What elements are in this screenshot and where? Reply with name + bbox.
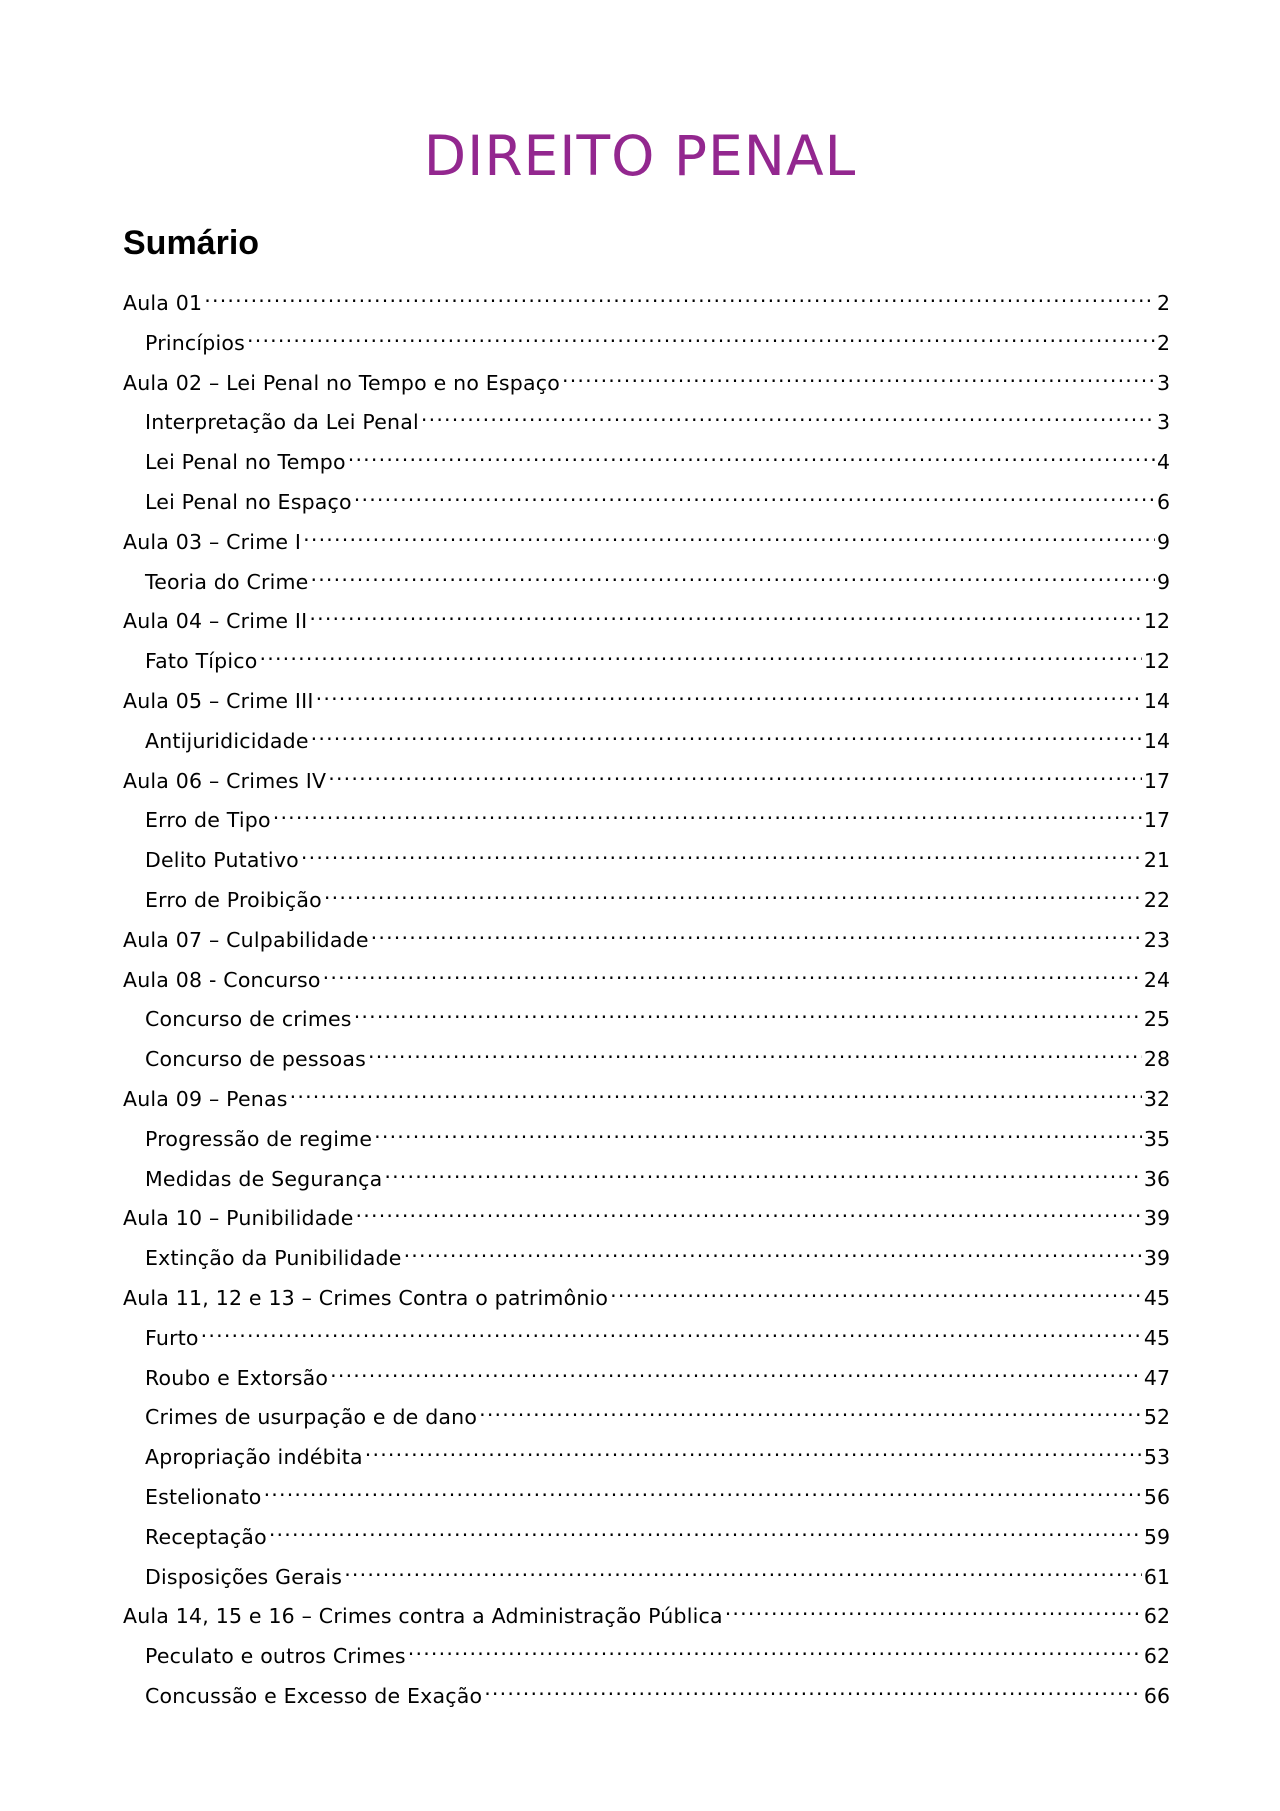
toc-entry-label: Furto bbox=[145, 1325, 199, 1350]
toc-entry-page-number: 45 bbox=[1143, 1325, 1170, 1350]
toc-dot-leader bbox=[479, 1394, 1142, 1424]
toc-dot-leader bbox=[290, 1076, 1142, 1106]
toc-entry[interactable] bbox=[123, 479, 1170, 519]
toc-entry-page-number: 62 bbox=[1143, 1604, 1170, 1629]
toc-entry[interactable] bbox=[123, 280, 1170, 320]
toc-entry-label: Concurso de crimes bbox=[145, 1007, 352, 1032]
toc-entry-label: Disposições Gerais bbox=[145, 1564, 343, 1589]
toc-entry-label: Estelionato bbox=[145, 1484, 262, 1509]
toc-entry[interactable] bbox=[123, 1394, 1170, 1434]
toc-dot-leader bbox=[201, 1315, 1142, 1345]
toc-entry-page-number: 62 bbox=[1143, 1644, 1170, 1669]
toc-entry-page-number: 39 bbox=[1143, 1206, 1170, 1231]
toc-entry[interactable] bbox=[123, 957, 1170, 997]
toc-entry[interactable] bbox=[123, 1195, 1170, 1235]
toc-dot-leader bbox=[264, 1474, 1142, 1504]
toc-dot-leader bbox=[309, 598, 1142, 628]
toc-entry[interactable] bbox=[123, 1275, 1170, 1315]
toc-entry-page-number: 21 bbox=[1143, 848, 1170, 873]
toc-dot-leader bbox=[484, 1673, 1142, 1703]
toc-entry-label: Receptação bbox=[145, 1524, 267, 1549]
toc-entry[interactable] bbox=[123, 1036, 1170, 1076]
toc-dot-leader bbox=[316, 678, 1142, 708]
toc-entry[interactable] bbox=[123, 1116, 1170, 1156]
toc-heading: Sumário bbox=[123, 224, 260, 262]
toc-entry[interactable] bbox=[123, 320, 1170, 360]
toc-dot-leader bbox=[374, 1116, 1142, 1146]
toc-entry-page-number: 9 bbox=[1156, 529, 1170, 554]
toc-entry-label: Aula 05 – Crime III bbox=[123, 688, 314, 713]
toc-entry-label: Lei Penal no Tempo bbox=[145, 450, 346, 475]
toc-dot-leader bbox=[328, 758, 1142, 788]
toc-entry[interactable] bbox=[123, 638, 1170, 678]
toc-entry-page-number: 53 bbox=[1143, 1445, 1170, 1470]
toc-entry[interactable] bbox=[123, 877, 1170, 917]
toc-entry-label: Medidas de Segurança bbox=[145, 1166, 383, 1191]
toc-entry-page-number: 36 bbox=[1143, 1166, 1170, 1191]
toc-entry-label: Concurso de pessoas bbox=[145, 1047, 366, 1072]
toc-entry-page-number: 14 bbox=[1143, 688, 1170, 713]
toc-entry-label: Lei Penal no Espaço bbox=[145, 489, 352, 514]
toc-entry-page-number: 39 bbox=[1143, 1246, 1170, 1271]
toc-entry-label: Aula 10 – Punibilidade bbox=[123, 1206, 354, 1231]
toc-entry-page-number: 12 bbox=[1143, 649, 1170, 674]
toc-entry[interactable] bbox=[123, 1076, 1170, 1116]
toc-entry[interactable] bbox=[123, 1315, 1170, 1355]
toc-entry[interactable] bbox=[123, 1235, 1170, 1275]
toc-dot-leader bbox=[330, 1355, 1142, 1385]
toc-dot-leader bbox=[365, 1434, 1142, 1464]
toc-dot-leader bbox=[344, 1554, 1142, 1584]
toc-entry[interactable] bbox=[123, 1593, 1170, 1633]
toc-dot-leader bbox=[368, 1036, 1142, 1066]
toc-dot-leader bbox=[384, 1156, 1142, 1186]
toc-entry-label: Peculato e outros Crimes bbox=[145, 1644, 406, 1669]
toc-entry-label: Aula 06 – Crimes IV bbox=[123, 768, 327, 793]
toc-entry[interactable] bbox=[123, 439, 1170, 479]
toc-entry[interactable] bbox=[123, 1474, 1170, 1514]
toc-dot-leader bbox=[311, 718, 1142, 748]
toc-entry[interactable] bbox=[123, 519, 1170, 559]
toc-entry-label: Aula 08 - Concurso bbox=[123, 967, 321, 992]
toc-entry[interactable] bbox=[123, 1156, 1170, 1196]
toc-entry-page-number: 61 bbox=[1143, 1564, 1170, 1589]
toc-entry-page-number: 3 bbox=[1156, 410, 1170, 435]
toc-entry-label: Aula 09 – Penas bbox=[123, 1086, 288, 1111]
toc-entry-label: Aula 14, 15 e 16 – Crimes contra a Administração Pública bbox=[123, 1604, 723, 1629]
document-title: DIREITO PENAL bbox=[423, 124, 857, 188]
toc-dot-leader bbox=[354, 996, 1142, 1026]
toc-dot-leader bbox=[610, 1275, 1142, 1305]
toc-entry-page-number: 59 bbox=[1143, 1524, 1170, 1549]
toc-dot-leader bbox=[303, 519, 1155, 549]
toc-entry-label: Fato Típico bbox=[145, 649, 258, 674]
toc-entry-page-number: 35 bbox=[1143, 1126, 1170, 1151]
toc-dot-leader bbox=[323, 957, 1142, 987]
toc-entry-page-number: 47 bbox=[1143, 1365, 1170, 1390]
toc-entry-page-number: 2 bbox=[1156, 291, 1170, 315]
toc-entry-page-number: 52 bbox=[1143, 1405, 1170, 1430]
toc-entry-page-number: 66 bbox=[1143, 1683, 1170, 1708]
toc-entry-label: Teoria do Crime bbox=[145, 569, 309, 594]
toc-entry-label: Interpretação da Lei Penal bbox=[145, 410, 419, 435]
toc-entry[interactable] bbox=[123, 1355, 1170, 1395]
toc-entry-page-number: 25 bbox=[1143, 1007, 1170, 1032]
toc-dot-leader bbox=[725, 1593, 1142, 1623]
toc-entry[interactable] bbox=[123, 917, 1170, 957]
toc-entry-label: Aula 02 – Lei Penal no Tempo e no Espaço bbox=[123, 370, 560, 395]
toc-dot-leader bbox=[204, 280, 1155, 310]
toc-entry-page-number: 3 bbox=[1156, 370, 1170, 395]
toc-dot-leader bbox=[371, 917, 1142, 947]
toc-entry-page-number: 17 bbox=[1143, 808, 1170, 833]
toc-entry-page-number: 14 bbox=[1143, 728, 1170, 753]
toc-entry[interactable] bbox=[123, 1554, 1170, 1594]
toc-entry[interactable] bbox=[123, 1633, 1170, 1673]
toc-dot-leader bbox=[348, 439, 1155, 469]
toc-entry-page-number: 17 bbox=[1143, 768, 1170, 793]
toc-entry-label: Roubo e Extorsão bbox=[145, 1365, 329, 1390]
table-of-contents bbox=[123, 280, 1170, 1713]
toc-entry-label: Antijuridicidade bbox=[145, 728, 309, 753]
toc-dot-leader bbox=[408, 1633, 1142, 1663]
toc-entry-label: Aula 01 bbox=[123, 291, 203, 315]
toc-entry-page-number: 6 bbox=[1156, 489, 1170, 514]
toc-entry-page-number: 32 bbox=[1143, 1086, 1170, 1111]
toc-dot-leader bbox=[404, 1235, 1142, 1265]
toc-entry[interactable] bbox=[123, 1434, 1170, 1474]
toc-entry[interactable] bbox=[123, 758, 1170, 798]
toc-entry[interactable] bbox=[123, 559, 1170, 599]
toc-dot-leader bbox=[421, 399, 1155, 429]
toc-entry-page-number: 45 bbox=[1143, 1285, 1170, 1310]
toc-entry[interactable] bbox=[123, 718, 1170, 758]
toc-entry-label: Concussão e Excesso de Exação bbox=[145, 1683, 483, 1708]
toc-entry[interactable] bbox=[123, 678, 1170, 718]
toc-entry-label: Crimes de usurpação e de dano bbox=[145, 1405, 478, 1430]
toc-dot-leader bbox=[356, 1195, 1142, 1225]
toc-dot-leader bbox=[311, 559, 1155, 589]
toc-dot-leader bbox=[273, 797, 1142, 827]
toc-entry-page-number: 24 bbox=[1143, 967, 1170, 992]
toc-entry-page-number: 2 bbox=[1156, 330, 1170, 355]
toc-entry[interactable] bbox=[123, 837, 1170, 877]
toc-dot-leader bbox=[269, 1514, 1142, 1544]
toc-dot-leader bbox=[301, 837, 1142, 867]
toc-entry-label: Princípios bbox=[145, 330, 246, 355]
toc-entry[interactable] bbox=[123, 399, 1170, 439]
toc-entry-page-number: 12 bbox=[1143, 609, 1170, 634]
toc-dot-leader bbox=[324, 877, 1142, 907]
toc-entry-label: Progressão de regime bbox=[145, 1126, 373, 1151]
toc-entry[interactable] bbox=[123, 1514, 1170, 1554]
toc-entry[interactable] bbox=[123, 1673, 1170, 1713]
toc-entry-label: Aula 03 – Crime I bbox=[123, 529, 302, 554]
toc-entry-page-number: 23 bbox=[1143, 927, 1170, 952]
toc-entry-page-number: 9 bbox=[1156, 569, 1170, 594]
toc-entry[interactable] bbox=[123, 797, 1170, 837]
toc-entry-label: Erro de Tipo bbox=[145, 808, 271, 833]
toc-entry-label: Extinção da Punibilidade bbox=[145, 1246, 402, 1271]
toc-entry-label: Erro de Proibição bbox=[145, 887, 322, 912]
toc-entry-page-number: 28 bbox=[1143, 1047, 1170, 1072]
toc-dot-leader bbox=[354, 479, 1155, 509]
toc-entry-label: Delito Putativo bbox=[145, 848, 299, 873]
toc-entry[interactable] bbox=[123, 996, 1170, 1036]
toc-dot-leader bbox=[562, 360, 1155, 390]
toc-dot-leader bbox=[260, 638, 1142, 668]
toc-dot-leader bbox=[247, 320, 1155, 350]
toc-entry-page-number: 22 bbox=[1143, 887, 1170, 912]
toc-entry-label: Aula 11, 12 e 13 – Crimes Contra o patrimônio bbox=[123, 1285, 609, 1310]
toc-entry-label: Apropriação indébita bbox=[145, 1445, 363, 1470]
toc-entry-page-number: 4 bbox=[1156, 450, 1170, 475]
toc-entry[interactable] bbox=[123, 360, 1170, 400]
toc-entry-label: Aula 04 – Crime II bbox=[123, 609, 308, 634]
toc-entry-page-number: 56 bbox=[1143, 1484, 1170, 1509]
toc-entry[interactable] bbox=[123, 598, 1170, 638]
toc-entry-label: Aula 07 – Culpabilidade bbox=[123, 927, 369, 952]
